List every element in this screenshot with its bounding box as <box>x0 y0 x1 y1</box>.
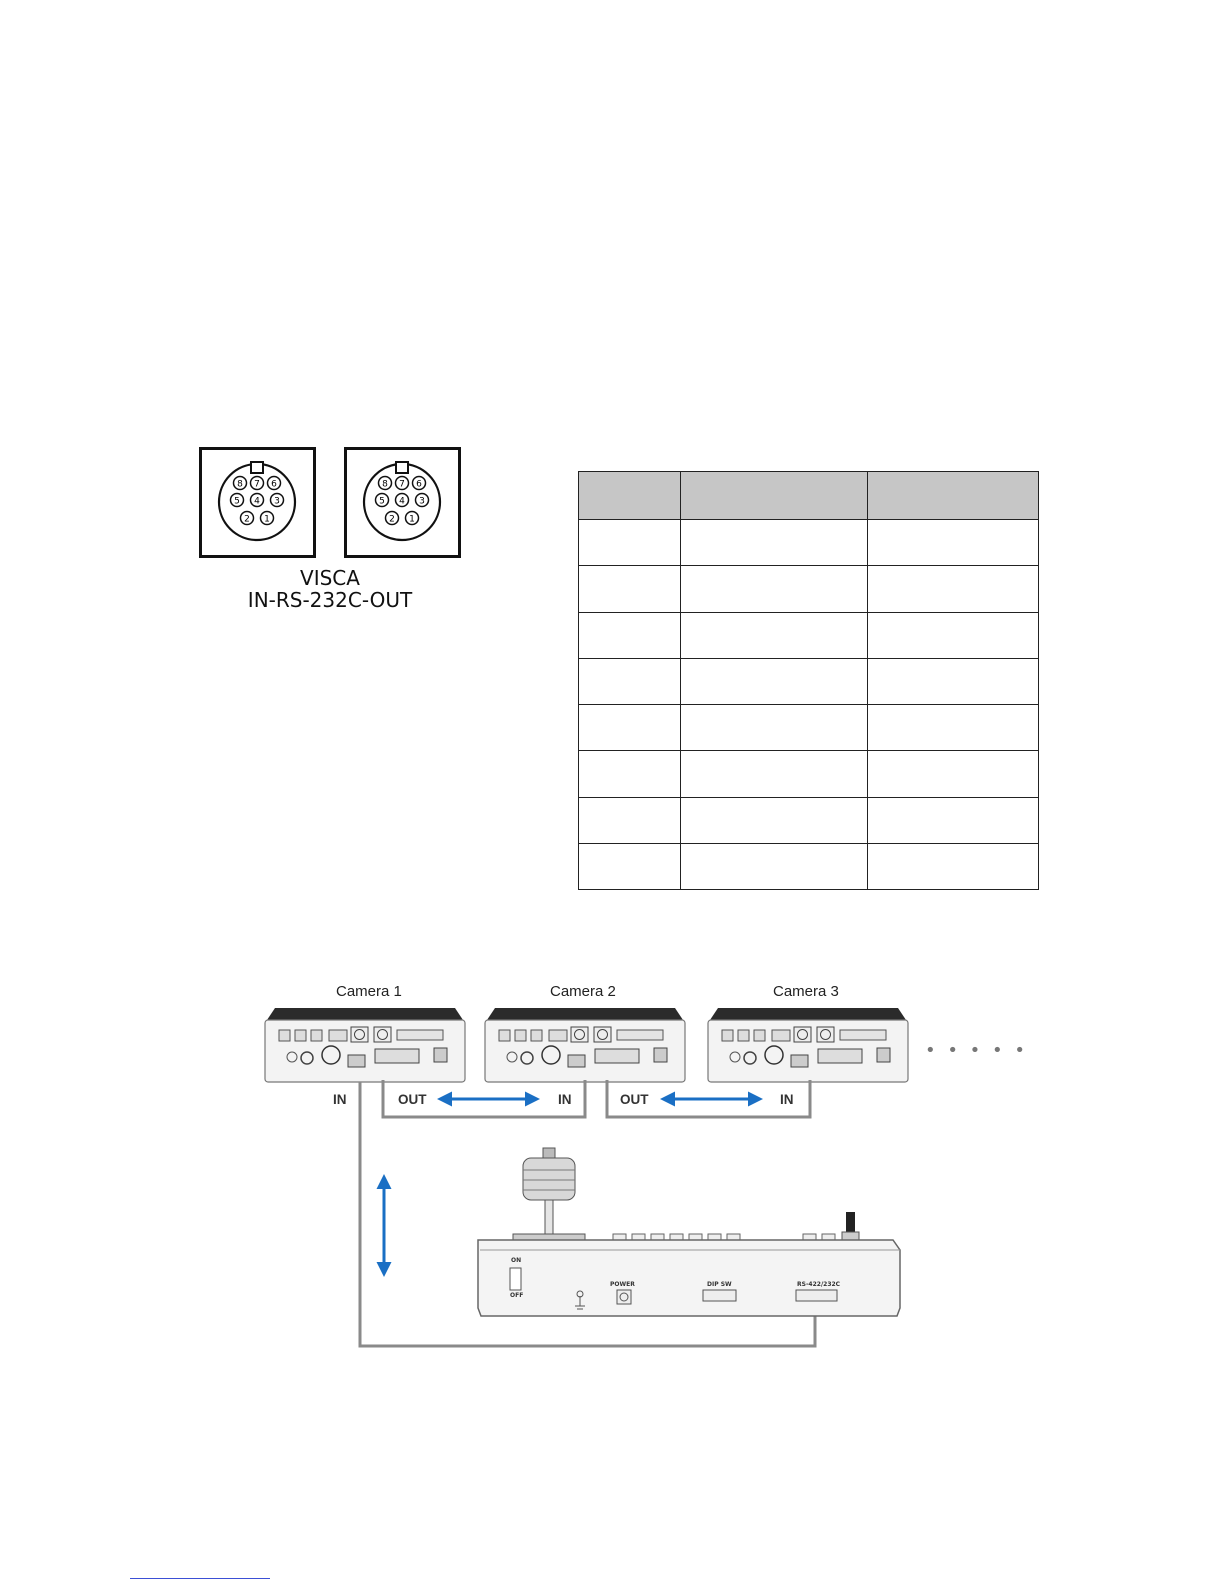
camera-1-title: Camera 1 <box>336 983 402 1000</box>
pin-number-7-out: 7 <box>399 479 405 490</box>
controller-power-label: POWER <box>610 1281 635 1288</box>
continuation-dots: • • • • • <box>925 1040 1028 1061</box>
footer-link-underline[interactable] <box>130 1578 270 1579</box>
pin-number-5-out: 5 <box>379 496 385 507</box>
camera-1-in-label: IN <box>333 1092 347 1107</box>
camera-3-in-label: IN <box>780 1092 794 1107</box>
controller-dip-label: DIP SW <box>707 1281 732 1288</box>
visca-label-line2: IN-RS-232C-OUT <box>247 588 413 612</box>
pin-number-7-in: 7 <box>254 479 260 490</box>
pin-number-3-in: 3 <box>274 496 280 507</box>
pin-number-2-in: 2 <box>244 514 250 525</box>
camera-2-out-label: OUT <box>620 1092 649 1107</box>
camera-3-rear-panel <box>708 1008 908 1082</box>
visca-label-line1: VISCA <box>300 566 360 590</box>
camera-1-out-label: OUT <box>398 1092 427 1107</box>
camera-2-in-label: IN <box>558 1092 572 1107</box>
pin-number-4-out: 4 <box>399 496 405 507</box>
controller-on-label: ON <box>511 1257 522 1264</box>
pin-number-6-in: 6 <box>271 479 277 490</box>
pin-number-8-in: 8 <box>237 479 243 490</box>
camera-3-title: Camera 3 <box>773 983 839 1000</box>
pin-number-2-out: 2 <box>389 514 395 525</box>
pin-number-1-in: 1 <box>264 514 270 525</box>
pin-number-4-in: 4 <box>254 496 260 507</box>
pin-number-8-out: 8 <box>382 479 388 490</box>
controller-off-label: OFF <box>510 1292 524 1299</box>
camera-1-rear-panel <box>265 1008 465 1082</box>
pin-number-5-in: 5 <box>234 496 240 507</box>
camera-2-title: Camera 2 <box>550 983 616 1000</box>
camera-2-rear-panel <box>485 1008 685 1082</box>
pin-number-6-out: 6 <box>416 479 422 490</box>
controller-rear-panel <box>478 1148 900 1316</box>
pin-number-3-out: 3 <box>419 496 425 507</box>
pin-number-1-out: 1 <box>409 514 415 525</box>
controller-rs-label: RS-422/232C <box>797 1281 841 1288</box>
